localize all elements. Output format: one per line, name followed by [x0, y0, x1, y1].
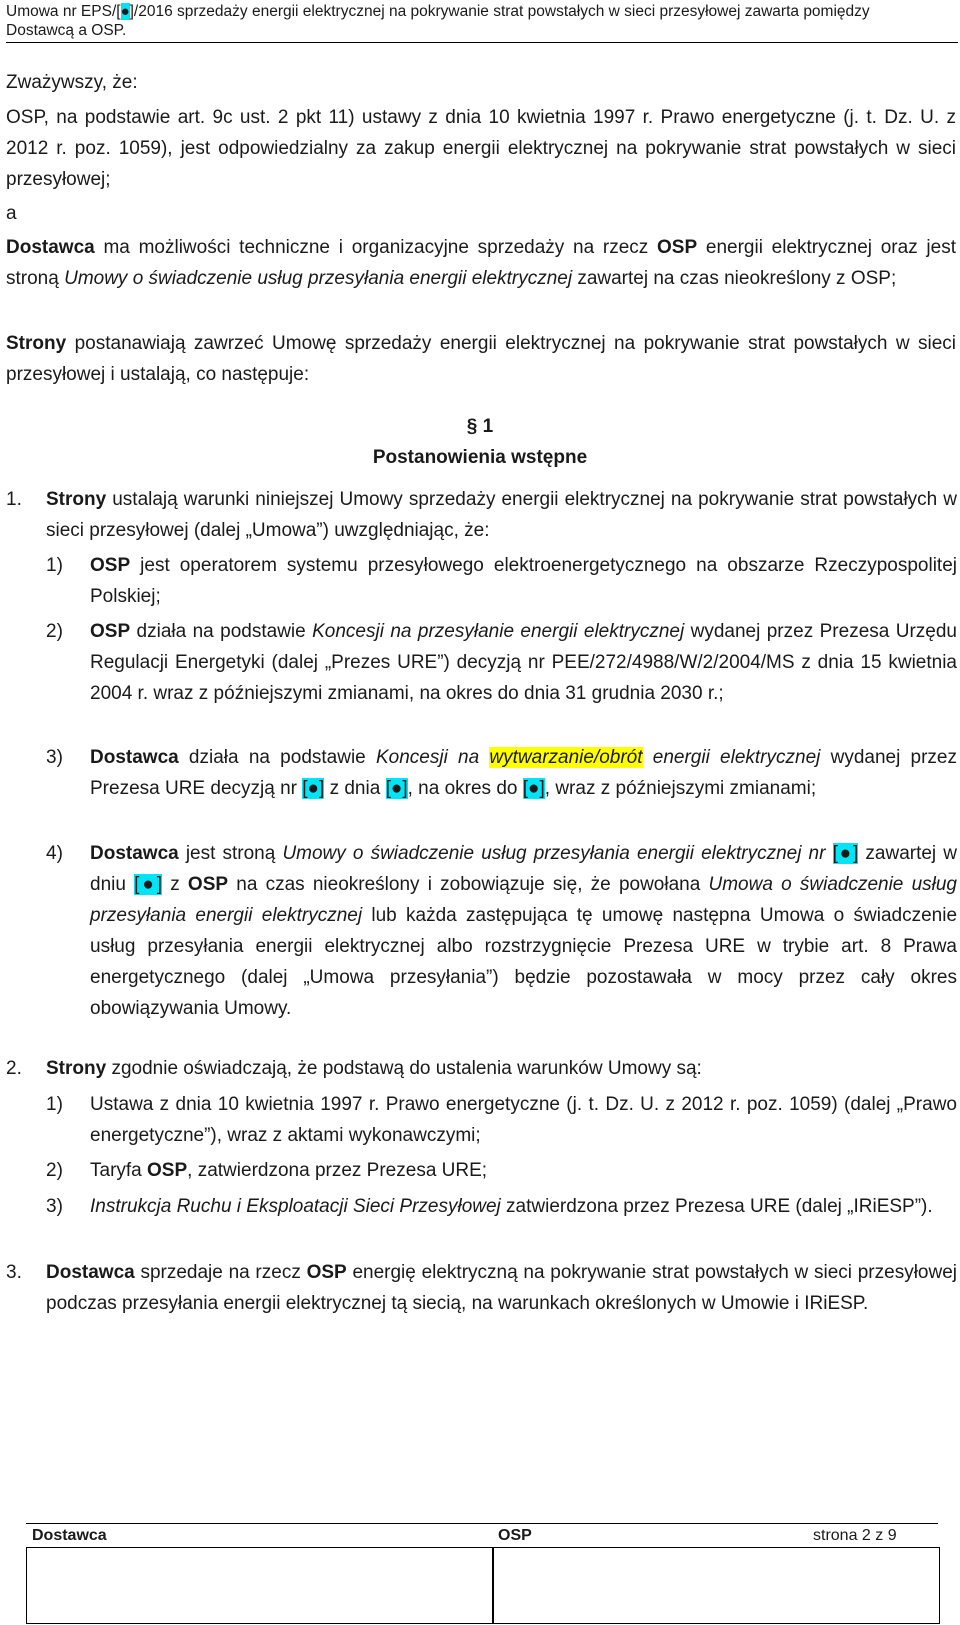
clause-2-item-2: Taryfa OSP, zatwierdzona przez Prezesa URE; — [90, 1160, 488, 1181]
section-title: Postanowienia wstępne — [372, 447, 588, 468]
preamble-and: a — [6, 203, 17, 224]
clause-1-item-1: OSP jest operatorem systemu przesyłowego elektroenergetycznego na obszarze Rzeczypospolitej Polskiej; — [90, 555, 957, 607]
clause-number: 1. — [6, 489, 22, 510]
item-number: 1) — [46, 555, 63, 576]
item-number: 1) — [46, 1094, 63, 1115]
clause-number: 2. — [6, 1058, 22, 1079]
clause-2-item-1: Ustawa z dnia 10 kwietnia 1997 r. Prawo energetyczne (j. t. Dz. U. z 2012 r. poz. 1059) (dalej „Prawo energetyczne”), wraz z aktami wykonawczymi; — [90, 1094, 957, 1146]
preamble-paragraph-2: Dostawca ma możliwości techniczne i organizacyjne sprzedaży na rzecz OSP energii elektrycznej oraz jest stroną Umowy o świadczenie usług przesyłania energii elektrycznej zawartej na czas nieokreślony z OSP; — [6, 237, 956, 289]
clause-2-text: Strony zgodnie oświadczają, że podstawą do ustalenia warunków Umowy są: — [46, 1058, 702, 1079]
placeholder-contract-date: [●] — [134, 874, 163, 895]
item-number: 4) — [46, 843, 63, 864]
item-number: 2) — [46, 621, 63, 642]
signature-box-osp — [492, 1547, 940, 1624]
document-header — [6, 2, 958, 43]
placeholder-term: [●] — [522, 778, 545, 799]
clause-1-item-2: OSP działa na podstawie Koncesji na przesyłanie energii elektrycznej wydanej przez Prezesa Urzędu Regulacji Energetyki (dalej „Prezes URE”) decyzją nr PEE/272/4988/W/2/2004/MS z dnia 15 kwietnia 2004 r. wraz z późniejszymi zmianami, na okres do dnia 31 grudnia 2030 r.; — [90, 621, 957, 704]
whereas-heading: Zważywszy, że: — [6, 72, 138, 93]
placeholder-contract-number: [●] — [832, 843, 859, 864]
placeholder-date: [●] — [385, 778, 408, 799]
signature-box-supplier — [26, 1547, 494, 1624]
placeholder-number: [●] — [302, 778, 325, 799]
item-number: 2) — [46, 1160, 63, 1181]
clause-1-item-4: Dostawca jest stroną Umowy o świadczenie usług przesyłania energii elektrycznej nr [●] zawartej w dniu [●] z OSP na czas nieokreślony i zobowiązuje się, że powołana Umowa o świadczenie usług przesyłania energii elektrycznej lub każda zastępująca tę umowę następna Umowa o świadczenie usług przesyłania energii elektrycznej albo rozstrzygnięcie Prezesa URE w trybie art. 8 Prawa energetycznego (dalej „Umowa przesyłania”) będzie pozostawała w mocy przez cały okres obowiązywania Umowy. — [90, 843, 958, 1019]
preamble-paragraph-1: OSP, na podstawie art. 9c ust. 2 pkt 11) ustawy z dnia 10 kwietnia 1997 r. Prawo energetyczne (j. t. Dz. U. z 2012 r. poz. 1059), jest odpowiedzialny za zakup energii elektrycznej na pokrywanie strat powstałych w sieci przesyłowej; — [6, 107, 956, 190]
section-symbol: § 1 — [466, 416, 494, 437]
page-number: strona 2 z 9 — [813, 1527, 897, 1544]
clause-number: 3. — [6, 1262, 22, 1283]
header-line-2: Dostawcą a OSP. — [6, 22, 127, 39]
preamble-paragraph-3: Strony postanawiają zawrzeć Umowę sprzedaży energii elektrycznej na pokrywanie strat powstałych w sieci przesyłowej i ustalają, co następuje: — [6, 333, 956, 385]
clause-3-text: Dostawca sprzedaje na rzecz OSP energię elektryczną na pokrywanie strat powstałych w sieci przesyłowej podczas przesyłania energii elektrycznej tą siecią, na warunkach określonych w Umowie i IRiESP. — [46, 1262, 957, 1314]
footer-rule — [26, 1523, 938, 1524]
placeholder-dot: ● — [120, 3, 130, 20]
clause-1-text: Strony ustalają warunki niniejszej Umowy sprzedaży energii elektrycznej na pokrywanie strat powstałych w sieci przesyłowej (dalej „Umowa”) uwzględniając, że: — [46, 489, 957, 541]
clause-2-item-3: Instrukcja Ruchu i Eksploatacji Sieci Przesyłowej zatwierdzona przez Prezesa URE (dalej „IRiESP”). — [90, 1196, 933, 1217]
option-highlight: wytwarzanie/obrót — [489, 747, 643, 768]
header-line-1: Umowa nr EPS/[●]/2016 sprzedaży energii elektrycznej na pokrywanie strat powstałych w sieci przesyłowej zawarta pomiędzy — [6, 3, 870, 20]
item-number: 3) — [46, 747, 63, 768]
item-number: 3) — [46, 1196, 63, 1217]
clause-1-item-3: Dostawca działa na podstawie Koncesji na wytwarzanie/obrót energii elektrycznej wydanej przez Prezesa URE decyzją nr [●] z dnia [●], na okres do [●], wraz z późniejszymi zmianami; — [90, 747, 957, 799]
footer-party-osp: OSP — [498, 1527, 532, 1544]
footer-party-supplier: Dostawca — [32, 1527, 107, 1544]
